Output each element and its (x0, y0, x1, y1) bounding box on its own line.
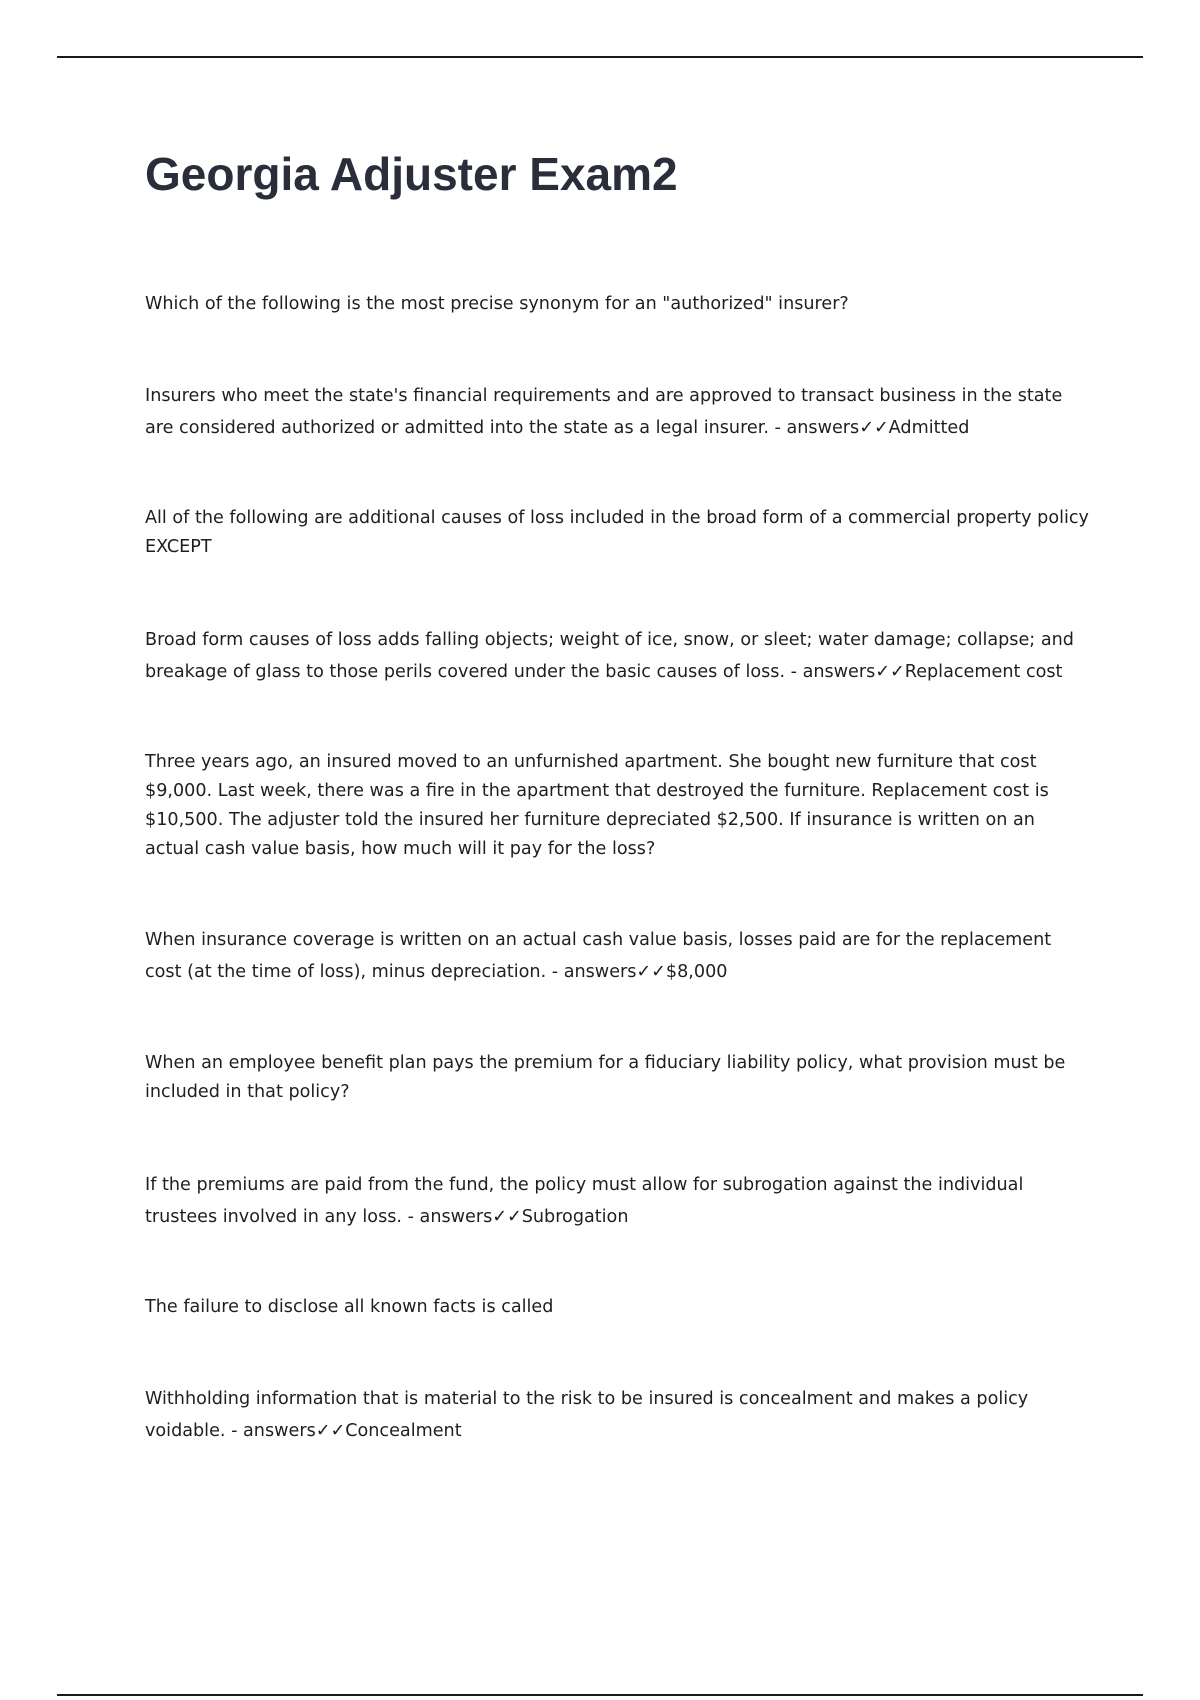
answer-4: If the premiums are paid from the fund, the policy must allow for subrogation against the individual trustees involved in any loss. - answers✓✓Subrogation (145, 1175, 1024, 1227)
bottom-rule (57, 1694, 1143, 1696)
answer-1: Insurers who meet the state's financial requirements and are approved to transact business in the state are considered authorized or admitted into the state as a legal insurer. - answers✓✓Admitted (145, 386, 1063, 438)
top-rule (57, 56, 1143, 58)
page-title: Georgia Adjuster Exam2 (145, 148, 678, 200)
answer-5: Withholding information that is material to the risk to be insured is concealment and makes a policy voidable. - answers✓✓Concealment (145, 1389, 1029, 1441)
question-4: When an employee benefit plan pays the premium for a fiduciary liability policy, what provision must be included in that policy? (145, 1053, 1066, 1102)
question-5: The failure to disclose all known facts is called (145, 1297, 554, 1317)
question-1: Which of the following is the most precise synonym for an "authorized" insurer? (145, 294, 849, 314)
question-2: All of the following are additional causes of loss included in the broad form of a commercial property policy EXCEPT (145, 508, 1089, 557)
question-3: Three years ago, an insured moved to an unfurnished apartment. She bought new furniture that cost $9,000. Last week, there was a fire in the apartment that destroyed the furniture. Replacement cost is $10,500. The adjuster told the insured her furniture depreciated $2,500. If insurance is written on an actual cash value basis, how much will it pay for the loss? (145, 752, 1049, 859)
answer-2: Broad form causes of loss adds falling objects; weight of ice, snow, or sleet; water damage; collapse; and breakage of glass to those perils covered under the basic causes of loss. - answers✓✓Replacement cost (145, 630, 1074, 682)
answer-3: When insurance coverage is written on an actual cash value basis, losses paid are for the replacement cost (at the time of loss), minus depreciation. - answers✓✓$8,000 (145, 930, 1052, 982)
